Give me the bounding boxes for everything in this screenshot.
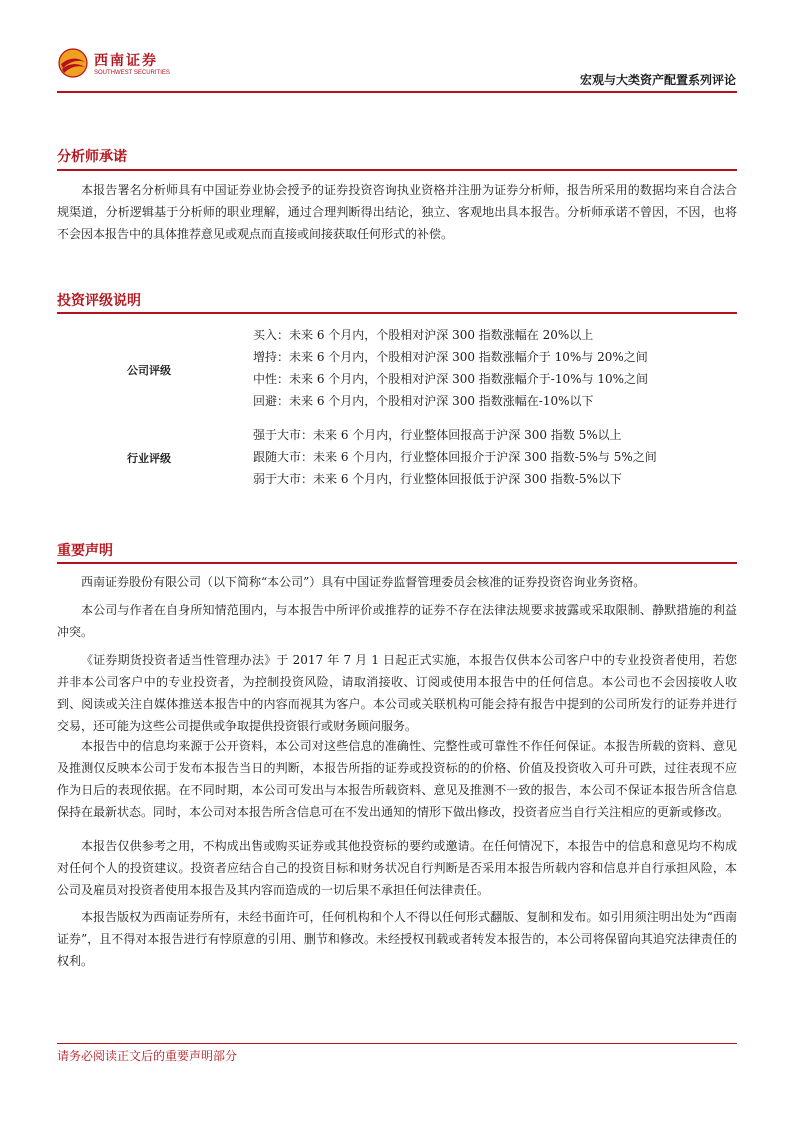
disclaimer-paragraph-6: 本报告版权为西南证券所有，未经书面许可，任何机构和个人不得以任何形式翻版、复制和发布。如引用须注明出处为“西南证券”，且不得对本报告进行有悖原意的引用、删节和修改。未经授权刊载或者转发本报告的，本公司将保留向其追究法律责任的权利。 (57, 910, 737, 968)
company-rating-avoid: 回避：未来 6 个月内，个股相对沪深 300 指数涨幅在-10%以下 (253, 394, 594, 408)
analyst-paragraph: 本报告署名分析师具有中国证券业协会授予的证券投资咨询执业资格并注册为证券分析师，报告所采用的数据均来自合法合规渠道，分析逻辑基于分析师的职业理解，通过合理判断得出结论，独立、客观地出具本报告。分析师承诺不曾因，不因，也将不会因本报告中的具体推荐意见或观点而直接或间接获取任何形式的补偿。 (57, 183, 737, 241)
industry-rating-market: 跟随大市：未来 6 个月内，行业整体回报介于沪深 300 指数-5%与 5%之间 (253, 450, 657, 464)
footer-notice: 请务必阅读正文后的重要声明部分 (57, 1049, 238, 1063)
company-rating-label: 公司评级 (127, 364, 171, 377)
industry-rating-outperform: 强于大市：未来 6 个月内，行业整体回报高于沪深 300 指数 5%以上 (253, 428, 622, 442)
section-title-rating: 投资评级说明 (57, 293, 141, 309)
company-logo (58, 48, 168, 84)
section-divider-analyst (57, 169, 737, 171)
section-divider-rating (57, 312, 737, 314)
disclaimer-paragraph-3: 《证券期货投资者适当性管理办法》于 2017 年 7 月 1 日起正式实施，本报告仅供本公司客户中的专业投资者使用，若您并非本公司客户中的专业投资者，为控制投资风险，请取消接收、订阅或使用本报告中的任何信息。本公司也不会因接收人收到、阅读或关注自媒体推送本报告中的内容而视其为客户。本公司或关联机构可能会持有报告中提到的公司所发行的证券并进行交易，还可能为这些公司提供或争取提供投资银行或财务顾问服务。 (57, 653, 737, 733)
company-rating-neutral: 中性：未来 6 个月内，个股相对沪深 300 指数涨幅介于-10%与 10%之间 (253, 372, 649, 386)
logo-mark-icon (58, 48, 88, 78)
header-divider (57, 91, 737, 93)
logo-cn-text: 西南证券 (94, 53, 158, 69)
industry-rating-label: 行业评级 (127, 452, 171, 465)
logo-en-text: SOUTHWEST SECURITIES (94, 70, 170, 76)
disclaimer-paragraph-1: 西南证券股份有限公司（以下简称“本公司”）具有中国证券监督管理委员会核准的证券投资咨询业务资格。 (81, 575, 646, 589)
section-title-analyst: 分析师承诺 (57, 149, 127, 165)
industry-rating-underperform: 弱于大市：未来 6 个月内，行业整体回报低于沪深 300 指数-5%以下 (253, 472, 622, 486)
section-divider-disclaimer (57, 562, 737, 564)
company-rating-buy: 买入：未来 6 个月内，个股相对沪深 300 指数涨幅在 20%以上 (253, 328, 594, 342)
disclaimer-paragraph-5: 本报告仅供参考之用，不构成出售或购买证券或其他投资标的要约或邀请。在任何情况下，本报告中的信息和意见均不构成对任何个人的投资建议。投资者应结合自己的投资目标和财务状况自行判断是否采用本报告所载内容和信息并自行承担风险，本公司及雇员对投资者使用本报告及其内容而造成的一切后果不承担任何法律责任。 (57, 839, 737, 897)
series-title: 宏观与大类资产配置系列评论 (579, 73, 736, 87)
company-rating-overweight: 增持：未来 6 个月内，个股相对沪深 300 指数涨幅介于 10%与 20%之间 (253, 350, 648, 364)
disclaimer-paragraph-2: 本公司与作者在自身所知情范围内，与本报告中所评价或推荐的证券不存在法律法规要求披露或采取限制、静默措施的利益冲突。 (57, 603, 737, 639)
footer-divider (57, 1043, 737, 1044)
disclaimer-paragraph-4: 本报告中的信息均来源于公开资料，本公司对这些信息的准确性、完整性或可靠性不作任何保证。本报告所载的资料、意见及推测仅反映本公司于发布本报告当日的判断，本报告所指的证券或投资标的的价格、价值及投资收入可升可跌，过往表现不应作为日后的表现依据。在不同时期，本公司可发出与本报告所载资料、意见及推测不一致的报告，本公司不保证本报告所含信息保持在最新状态。同时，本公司对本报告所含信息可在不发出通知的情形下做出修改，投资者应当自行关注相应的更新或修改。 (57, 739, 737, 819)
section-title-disclaimer: 重要声明 (57, 543, 113, 559)
